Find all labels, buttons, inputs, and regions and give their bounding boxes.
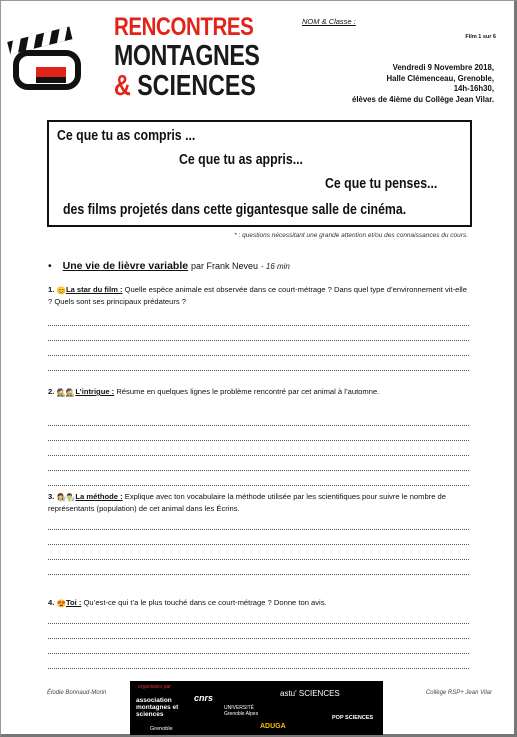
intro-box [47, 120, 472, 227]
question-2 [48, 386, 473, 398]
organised-by: organisées par [138, 684, 172, 690]
question-number: 4. [48, 598, 55, 607]
intro-line-3: Ce que tu penses... [325, 176, 438, 192]
question-text: Explique avec ton vocabulaire la méthode utilisée par les scientifiques pour suivre le nombre de représentants (population) de cet animal dans les Écrins. [48, 492, 446, 513]
question-text: Qu’est-ce qui t’a le plus touché dans ce court-métrage ? Donne ton avis. [81, 598, 327, 607]
film-title: Une vie de lièvre variable [62, 260, 189, 272]
brand-line-3 [114, 72, 259, 101]
film-counter: Film 1 sur 6 [465, 34, 496, 40]
brand-line-1: RENCONTRES [114, 13, 254, 41]
question-number: 3. [48, 492, 55, 501]
question-number: 2. [48, 387, 55, 396]
intro-line-2: Ce que tu as appris... [179, 152, 303, 168]
question-number: 1. [48, 285, 55, 294]
sponsor-logos [130, 681, 383, 735]
scientist-icon: 👩‍🔬👨‍🔬 [56, 493, 76, 502]
question-label: Toi : [65, 598, 82, 607]
event-date: Vendredi 9 Novembre 2018, [392, 63, 494, 72]
event-audience: élèves de 4ième du Collège Jean Vilar. [351, 94, 494, 104]
answer-lines-4[interactable] [48, 609, 469, 669]
event-place: Halle Clémenceau, Grenoble, [386, 73, 494, 83]
answer-lines-1[interactable] [48, 311, 469, 371]
logo-uga: UNIVERSITÉ Grenoble Alpes [224, 705, 259, 717]
brand-line-2: MONTAGNES [114, 40, 260, 72]
question-text: Quelle espèce animale est observée dans ce court-métrage ? Dans quel type d’environnement vit-elle ? Quels sont ses principaux prédateurs ? [48, 285, 467, 306]
film-duration: - 16 min [260, 262, 290, 271]
event-time: 14h-16h30, [453, 84, 494, 93]
intro-line-1: Ce que tu as compris ... [57, 128, 196, 144]
bullet-icon: • [48, 260, 52, 272]
question-label: L’intrigue : [75, 387, 115, 396]
question-text: Résume en quelques lignes le problème rencontré par cet animal à l’automne. [114, 387, 380, 396]
logo-association: association montagnes et sciences [136, 697, 179, 718]
question-1 [48, 284, 473, 307]
footnote-asterisk: * : questions nécessitant une grande attention et/ou des connaissances du cours. [234, 232, 468, 239]
clapperboard-logo [6, 19, 86, 94]
brand-ampersand: & [114, 70, 131, 102]
logo-grenoble: Grenoble [150, 726, 173, 732]
film-heading [48, 260, 290, 272]
question-label: La méthode : [75, 492, 123, 501]
logo-astu: astu' SCIENCES [280, 689, 340, 698]
film-author: par Frank Neveu [191, 261, 259, 271]
logo-aduga: ADUGA [260, 723, 286, 730]
school-credit: Collège RSP+ Jean Vilar [425, 690, 492, 696]
smiley-icon: 😊 [56, 286, 66, 295]
heart-eyes-icon: 😍 [56, 599, 66, 608]
answer-lines-2[interactable] [48, 411, 469, 486]
logo-cnrs: cnrs [194, 693, 214, 703]
question-3 [48, 491, 473, 514]
question-4 [48, 597, 473, 609]
question-label: La star du film : [65, 285, 123, 294]
answer-lines-3[interactable] [48, 515, 469, 575]
event-info [264, 63, 494, 105]
intro-line-4: des films projetés dans cette gigantesque salle de cinéma. [63, 202, 407, 218]
logo-pop-sciences: POP SCIENCES [332, 715, 374, 721]
author-credit: Élodie Bonnaud-Morin [47, 690, 107, 696]
brand-line-3-text: SCIENCES [137, 70, 256, 102]
name-class-field[interactable]: NOM & Classe : [302, 17, 356, 26]
detective-icon: 🕵️🕵️ [56, 388, 76, 397]
